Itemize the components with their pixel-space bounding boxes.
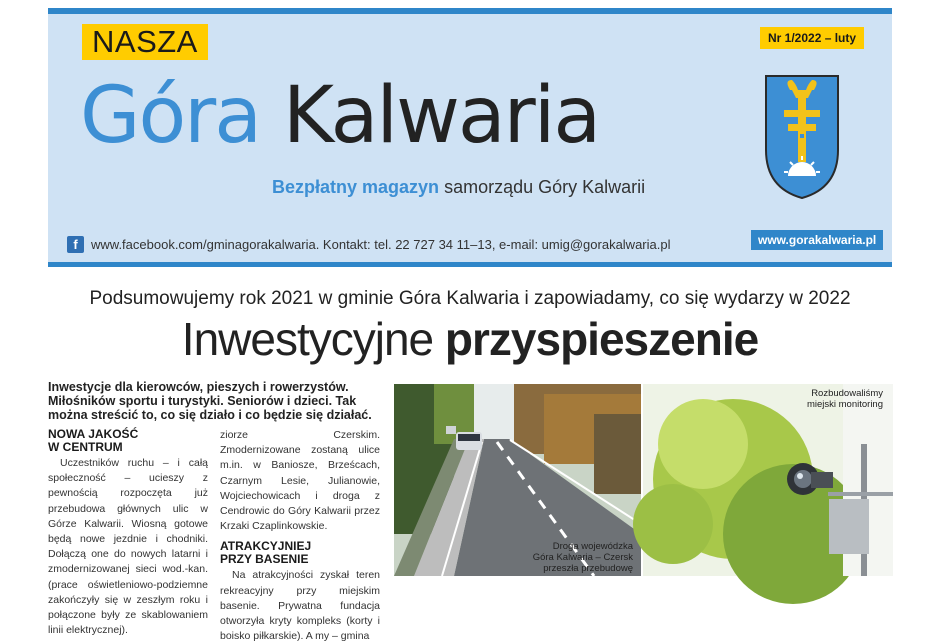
paragraph: Na atrakcyjności zyskał teren rekreacyjny przy miejskim basenie. Prywatna fundacja otworzyła kryty kompleks (korty i boisko piłkarskie). A my – gmina bbox=[220, 569, 380, 643]
caption-line: miejski monitoring bbox=[806, 399, 883, 410]
heading-line: NOWA JAKOŚĆ bbox=[48, 427, 139, 441]
article-lead: Inwestycje dla kierowców, pieszych i rowerzystów. Miłośników sportu i turystyki. Seniorów i dzieci. Tak można streścić to, co się działo i co będzie się działać. bbox=[48, 380, 372, 422]
column-2 bbox=[220, 428, 380, 644]
tagline bbox=[272, 177, 645, 198]
tagline-dark: samorządu Góry Kalwarii bbox=[444, 177, 646, 197]
headline-light: Inwestycyjne bbox=[181, 313, 434, 365]
caption-line: Droga wojewódzka bbox=[552, 541, 633, 552]
camera-illustration bbox=[643, 384, 893, 576]
photo-caption-monitoring bbox=[807, 388, 883, 410]
paragraph: ziorze Czerskim. Zmodernizowane zostaną ulice m.in. w Baniosze, Brześcach, Czarnym Lesie, Julianowie, Wojciechowicach i droga z Cendrowic do Góry Kalwarii przez Krzaki Czaplinkowskie. bbox=[220, 429, 380, 533]
headline-bold: przyspieszenie bbox=[444, 313, 759, 365]
nasza-label: NASZA bbox=[82, 24, 208, 60]
coat-of-arms-icon bbox=[762, 72, 842, 202]
photo-caption-road bbox=[533, 541, 633, 574]
article-headline bbox=[0, 309, 940, 369]
heading-line: PRZY BASENIE bbox=[220, 552, 309, 567]
paragraph: Uczestników ruchu – i całą społeczność – ucieszy z pewnością rozpoczęta już przebudowa głównych ulic w Górze Kalwarii. Wiosną gotowe będą nowe jezdnie i chodniki. Dołączą one do nowych latarni i zmodernizowanej sieci wod.-kan. (prace oświetleniowo-podziemne zakończyły się w zeszłym roku i połączone były ze skablowaniem linii elektrycznej). bbox=[48, 457, 208, 637]
heading-line: W CENTRUM bbox=[48, 440, 123, 454]
column-1 bbox=[48, 428, 208, 638]
title-gora: Góra bbox=[80, 71, 261, 161]
section-heading-basen bbox=[220, 540, 380, 566]
heading-line: ATRAKCYJNIEJ bbox=[220, 539, 312, 554]
publication-title bbox=[80, 66, 599, 166]
section-heading-centrum bbox=[48, 428, 208, 454]
caption-line: przeszła przebudowę bbox=[543, 563, 633, 574]
article-kicker: Podsumowujemy rok 2021 w gminie Góra Kalwaria i zapowiadamy, co się wydarzy w 2022 bbox=[89, 288, 851, 309]
contact-line: www.facebook.com/gminagorakalwaria. Kontakt: tel. 22 727 34 11–13, e-mail: umig@gorakalwaria.pl bbox=[91, 237, 671, 252]
facebook-icon: f bbox=[67, 236, 84, 253]
website-link[interactable]: www.gorakalwaria.pl bbox=[751, 230, 883, 250]
caption-line: Góra Kalwaria – Czersk bbox=[532, 552, 633, 563]
title-kalwaria: Kalwaria bbox=[282, 71, 600, 161]
monitoring-photo bbox=[643, 384, 893, 576]
issue-badge: Nr 1/2022 – luty bbox=[760, 27, 864, 49]
masthead-bottom-bar bbox=[48, 262, 892, 267]
caption-line: Rozbudowaliśmy bbox=[811, 388, 883, 399]
tagline-blue: Bezpłatny magazyn bbox=[272, 177, 440, 197]
road-photo bbox=[394, 384, 641, 576]
